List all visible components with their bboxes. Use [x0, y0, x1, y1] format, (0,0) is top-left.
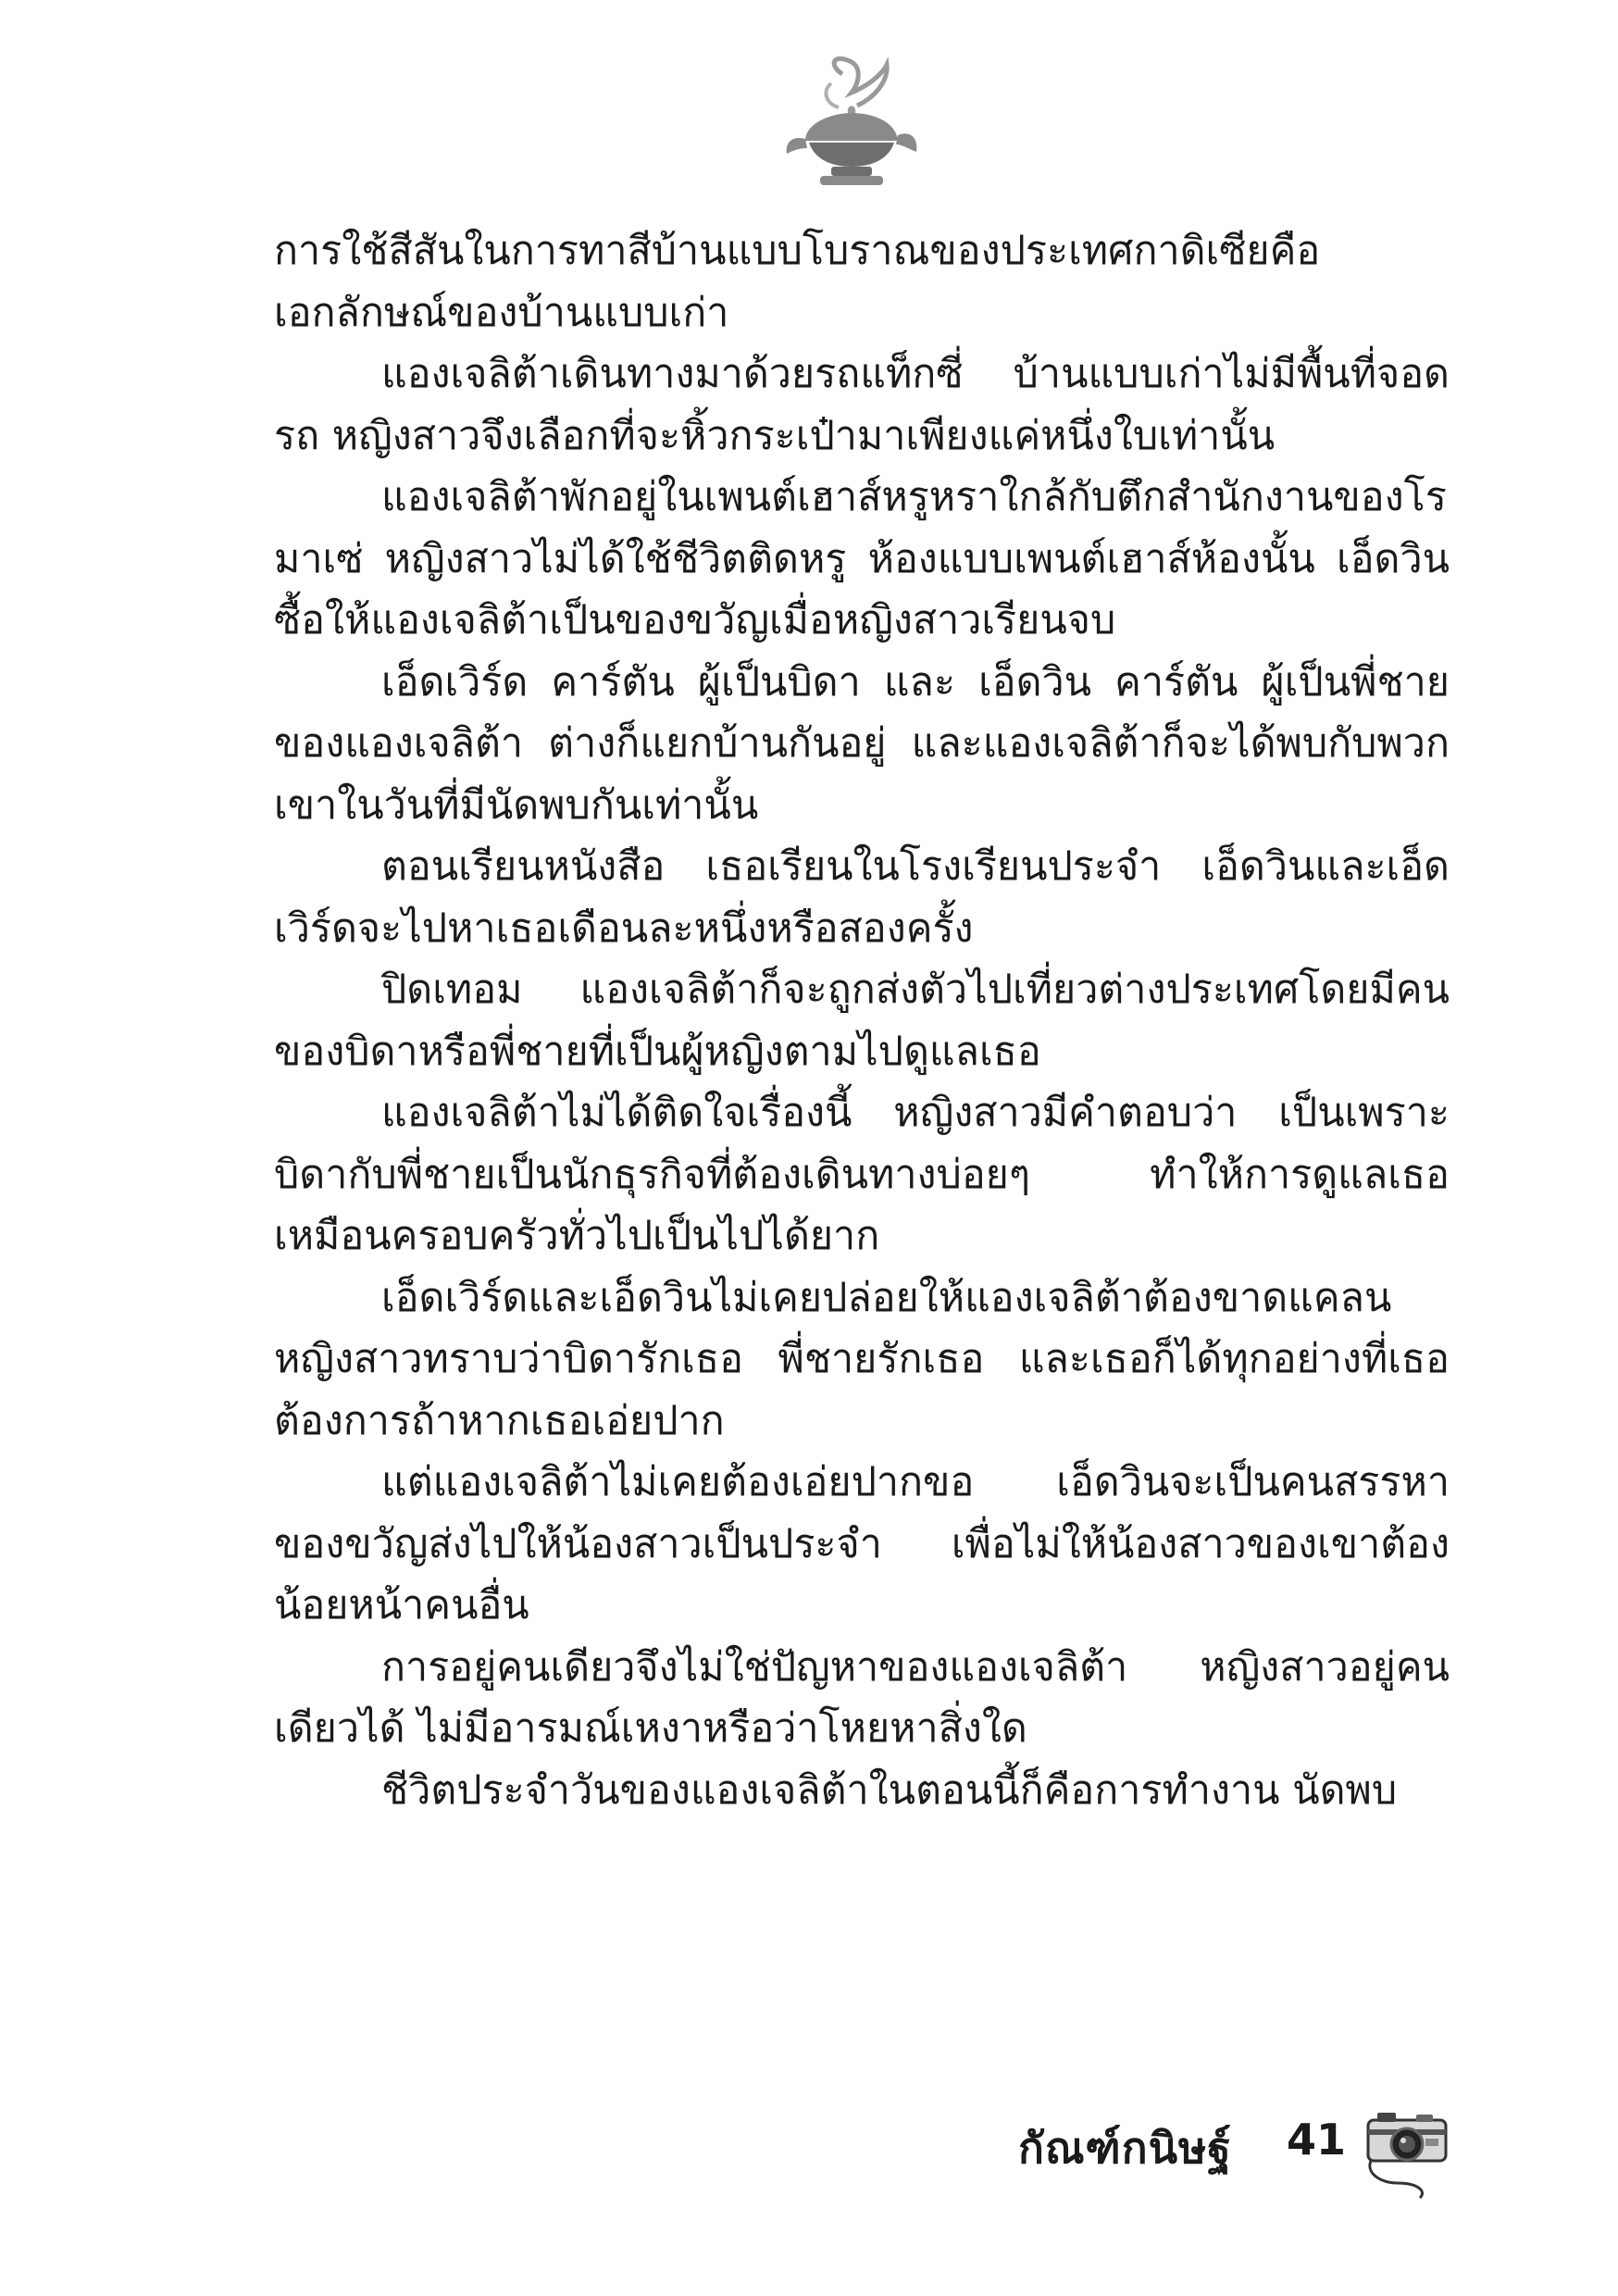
paragraph: ตอนเรียนหนังสือ เธอเรียนในโรงเรียนประจำ เอ็ดวินและเอ็ดเวิร์ดจะไปหาเธอเดือนละหนึ่งหรือสองครั้ง — [274, 843, 1450, 952]
page-footer — [1018, 2090, 1453, 2211]
body-text — [274, 220, 1450, 1821]
paragraph: การอยู่คนเดียวจึงไม่ใช่ปัญหาของแองเจลิต้า หญิงสาวอยู่คนเดียวได้ ไม่มีอารมณ์เหงาหรือว่าโหยหาสิ่งใด — [274, 1643, 1450, 1752]
page-number: 41 — [1287, 2115, 1347, 2165]
paragraph: แองเจลิต้าเดินทางมาด้วยรถแท็กซี่ บ้านแบบเก่าไม่มีพื้นที่จอดรถ หญิงสาวจึงเลือกที่จะหิ้วกระเป๋ามาเพียงแค่หนึ่งใบเท่านั้น — [274, 351, 1450, 459]
paragraph: ชีวิตประจำวันของแองเจลิต้าในตอนนี้ก็คือการทำงาน นัดพบ — [381, 1766, 1398, 1814]
paragraph: การใช้สีสันในการทาสีบ้านแบบโบราณของประเทศกาดิเซียคือเอกลักษณ์ของบ้านแบบเก่า — [274, 228, 1321, 336]
paragraph: แองเจลิต้าไม่ได้ติดใจเรื่องนี้ หญิงสาวมีคำตอบว่า เป็นเพราะบิดากับพี่ชายเป็นนักธุรกิจที่ต้องเดินทางบ่อยๆ ทำให้การดูแลเธอเหมือนครอบครัวทั่วไปเป็นไปได้ยาก — [274, 1090, 1450, 1259]
paragraph: แองเจลิต้าพักอยู่ในเพนต์เฮาส์หรูหราใกล้กับตึกสำนักงานของโรมาเซ่ หญิงสาวไม่ได้ใช้ชีวิตติดหรู ห้องแบบเพนต์เฮาส์ห้องนั้น เอ็ดวินซื้อให้แองเจลิต้าเป็นของขวัญเมื่อหญิงสาวเรียนจบ — [274, 474, 1450, 643]
camera-icon — [1361, 2098, 1453, 2200]
genie-lamp-icon — [778, 56, 926, 194]
paragraph: เอ็ดเวิร์ดและเอ็ดวินไม่เคยปล่อยให้แองเจลิต้าต้องขาดแคลน หญิงสาวทราบว่าบิดารักเธอ พี่ชายรักเธอ และเธอก็ได้ทุกอย่างที่เธอต้องการถ้าหากเธอเอ่ยปาก — [274, 1274, 1450, 1444]
paragraph: แต่แองเจลิต้าไม่เคยต้องเอ่ยปากขอ เอ็ดวินจะเป็นคนสรรหาของขวัญส่งไปให้น้องสาวเป็นประจำ เพื่อไม่ให้น้องสาวของเขาต้องน้อยหน้าคนอื่น — [274, 1459, 1450, 1628]
book-title: กัณฑ์กนิษฐ์ — [1018, 2123, 1232, 2173]
paragraph: ปิดเทอม แองเจลิต้าก็จะถูกส่งตัวไปเที่ยวต่างประเทศโดยมีคนของบิดาหรือพี่ชายที่เป็นผู้หญิงตามไปดูแลเธอ — [274, 967, 1450, 1075]
paragraph: เอ็ดเวิร์ด คาร์ตัน ผู้เป็นบิดา และ เอ็ดวิน คาร์ตัน ผู้เป็นพี่ชายของแองเจลิต้า ต่างก็แยกบ้านกันอยู่ และแองเจลิต้าก็จะได้พบกับพวกเขาในวันที่มีนัดพบกันเท่านั้น — [274, 658, 1450, 829]
